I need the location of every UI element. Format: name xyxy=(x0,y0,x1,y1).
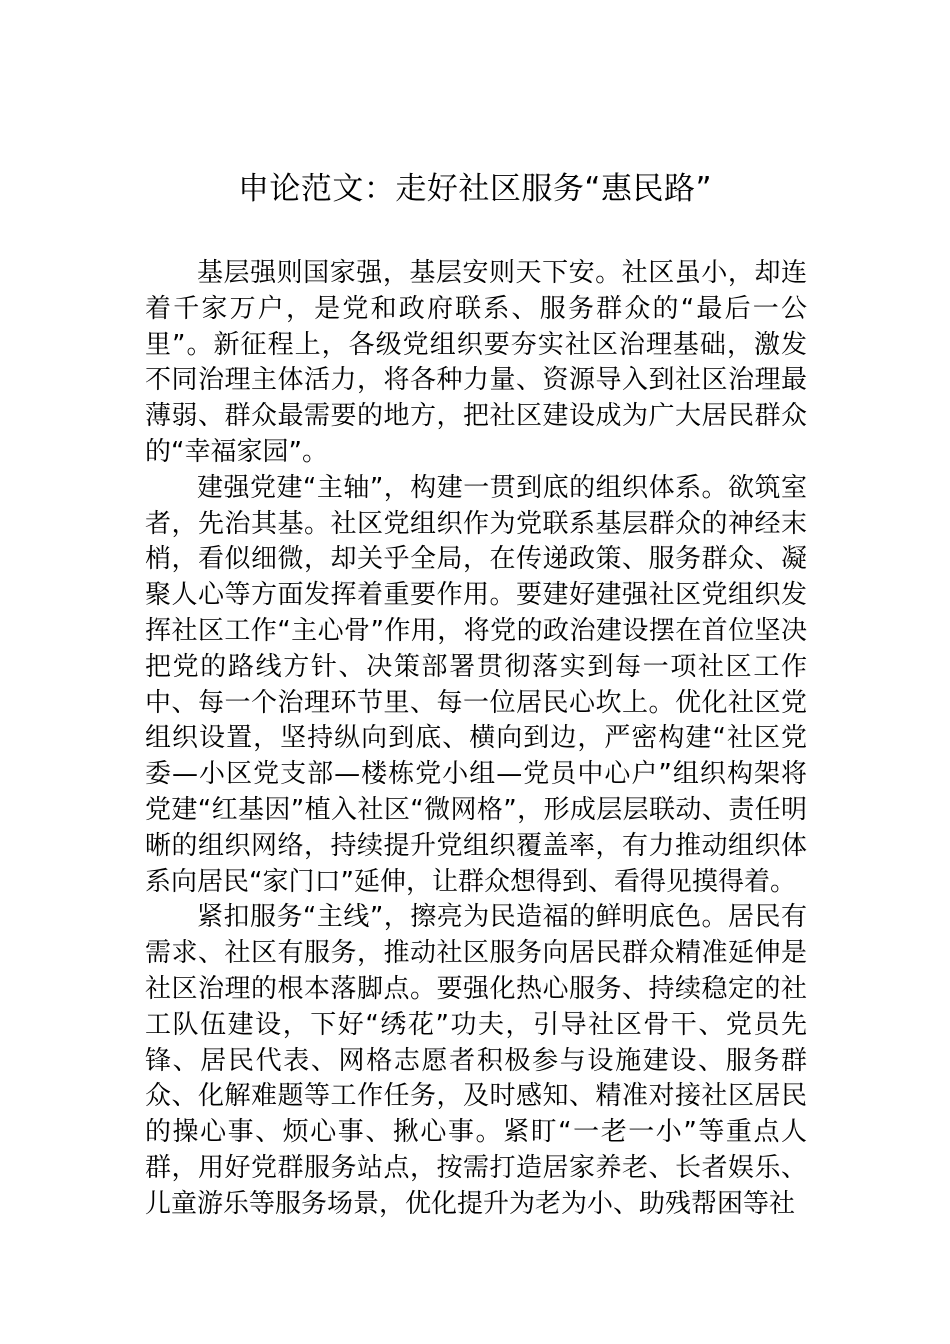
document-title: 申论范文：走好社区服务“惠民路” xyxy=(237,171,713,207)
document-body xyxy=(145,256,807,1223)
paragraph-party-building: 建强党建“主轴”，构建一贯到底的组织体系。欲筑室者，先治其基。社区党组织作为党联系基层群众的神经末梢，看似细微，却关乎全局，在传递政策、服务群众、凝聚人心等方面发挥着重要作用。要建好建强社区党组织发挥社区工作“主心骨”作用，将党的政治建设摆在首位坚决把党的路线方针、决策部署贯彻落实到每一项社区工作中、每一个治理环节里、每一位居民心坎上。优化社区党组织设置，坚持纵向到底、横向到边，严密构建“社区党委—小区党支部—楼栋党小组—党员中心户”组织构架将党建“红基因”植入社区“微网格”，形成层层联动、责任明晰的组织网络，持续提升党组织覆盖率，有力推动组织体系向居民“家门口”延伸，让群众想得到、看得见摸得着。 xyxy=(145,472,807,897)
paragraph-service: 紧扣服务“主线”，擦亮为民造福的鲜明底色。居民有需求、社区有服务，推动社区服务向居民群众精准延伸是社区治理的根本落脚点。要强化热心服务、持续稳定的社工队伍建设，下好“绣花”功夫，引导社区骨干、党员先锋、居民代表、网格志愿者积极参与设施建设、服务群众、化解难题等工作任务，及时感知、精准对接社区居民的操心事、烦心事、揪心事。紧盯“一老一小”等重点人群，用好党群服务站点，按需打造居家养老、长者娱乐、儿童游乐等服务场景，优化提升为老为小、助残帮困等社 xyxy=(145,902,807,1219)
paragraph-intro: 基层强则国家强，基层安则天下安。社区虽小，却连着千家万户，是党和政府联系、服务群众的“最后一公里”。新征程上，各级党组织要夯实社区治理基础，激发不同治理主体活力，将各种力量、资源导入到社区治理最薄弱、群众最需要的地方，把社区建设成为广大居民群众的“幸福家园”。 xyxy=(145,258,807,467)
